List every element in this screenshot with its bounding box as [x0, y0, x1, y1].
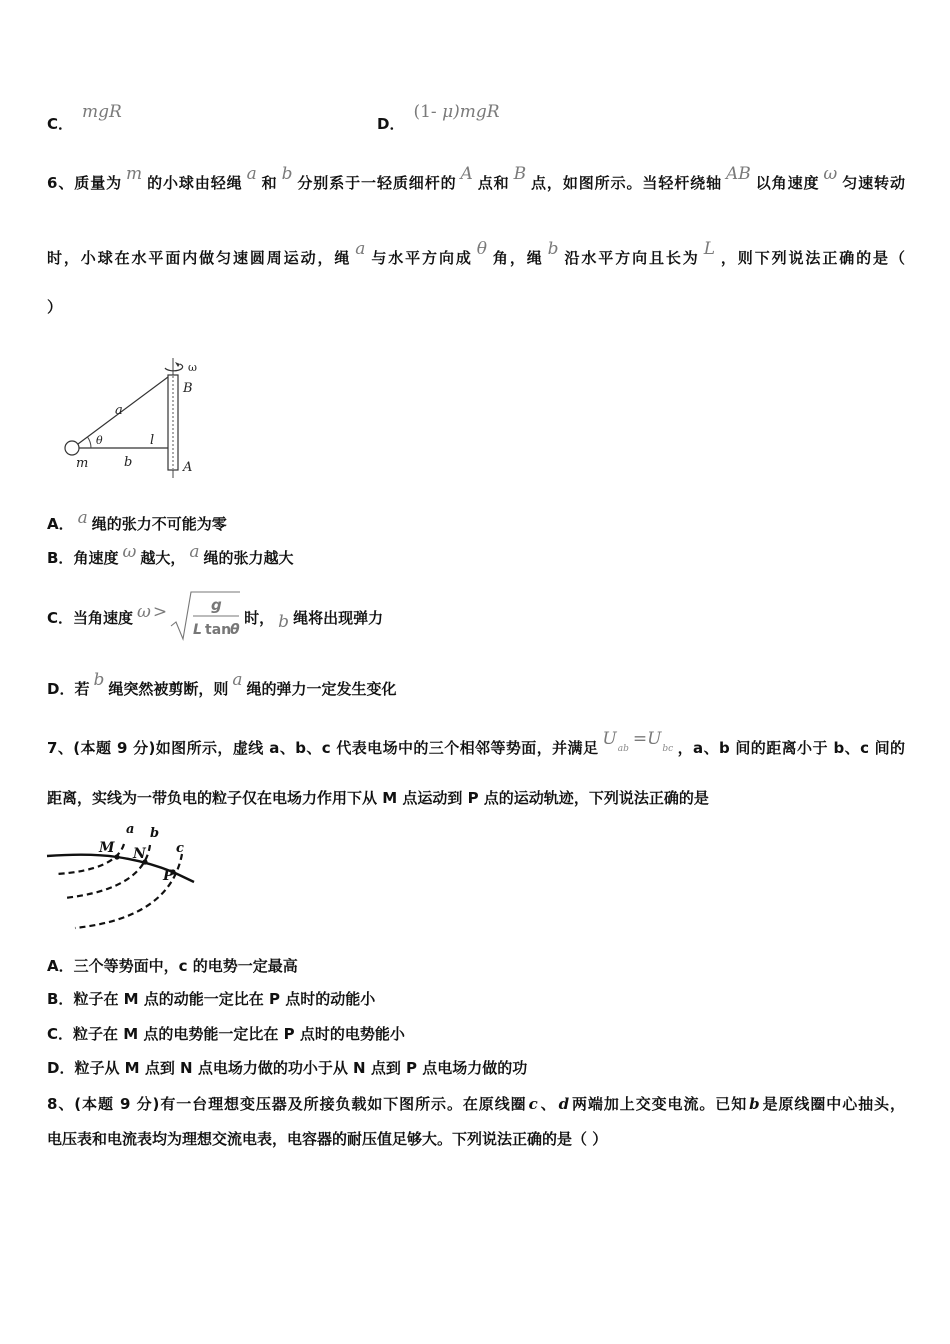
label-c: c	[176, 841, 184, 856]
var-b: b	[547, 239, 559, 259]
label-N: N	[133, 846, 146, 862]
q7-option-d	[47, 1058, 527, 1078]
equipotential-c	[75, 854, 182, 928]
q6-line-2	[47, 239, 905, 268]
var-m: m	[126, 164, 143, 184]
option-d-expression-rest: μ)mgR	[442, 102, 500, 122]
var-L: L	[703, 239, 715, 259]
q8-text: 8、(本题 9 分)有一台理想变压器及所接负载如下图所示。在原线圈	[47, 1095, 527, 1113]
q6-option-b	[47, 542, 294, 568]
option-label: B．	[47, 990, 74, 1008]
option-text: 越大，	[140, 549, 186, 567]
q6-figure-rotating-rod	[55, 355, 225, 480]
denominator-theta: θ	[230, 621, 240, 638]
var-a: a	[246, 164, 257, 184]
q6-line-1	[47, 164, 905, 193]
var-B: B	[513, 164, 527, 184]
q6-text: 6、质量为	[47, 174, 123, 192]
label-omega: ω	[188, 361, 197, 374]
var-theta: θ	[476, 239, 488, 259]
var-b: b	[278, 612, 290, 632]
denominator-tan: tan	[205, 621, 232, 638]
numerator-g: g	[211, 595, 222, 614]
q7-option-a	[47, 956, 298, 976]
var-a: a	[189, 542, 200, 562]
option-text: 角速度	[73, 549, 119, 567]
var-d: d	[558, 1095, 570, 1113]
option-label: A．	[47, 515, 74, 533]
option-label: D．	[47, 680, 75, 698]
var-a: a	[355, 239, 366, 259]
var-b: b	[93, 670, 105, 690]
option-text: 时，	[244, 609, 275, 627]
q6-text: 点和	[476, 174, 510, 192]
option-text: 绳的弹力一定发生变化	[246, 680, 397, 698]
option-label: C．	[47, 609, 74, 627]
label-A: A	[183, 460, 193, 475]
denominator-L: L	[193, 621, 203, 638]
var-b: b	[749, 1095, 760, 1113]
option-c-expression: mgR	[82, 102, 122, 122]
q6-option-a	[47, 508, 227, 534]
option-d-expression-open: (1-	[413, 102, 443, 122]
q7-text: ，a、b 间的距离小于 b、c 间的	[677, 739, 906, 757]
sqrt-expression	[169, 588, 241, 642]
option-label: C．	[47, 115, 74, 133]
var-omega: ω	[823, 164, 838, 184]
q7-text: 7、(本题 9 分)如图所示，虚线 a、b、c 代表电场中的三个相邻等势面，并满足	[47, 739, 599, 757]
q6-text: 点，如图所示。当轻杆绕轴	[530, 174, 723, 192]
q6-text: ，则下列说法正确的是（	[719, 249, 905, 267]
q6-option-d	[47, 670, 397, 699]
option-text: 三个等势面中，c 的电势一定最高	[73, 957, 298, 975]
q8-text: 是原线圈中心抽头，	[761, 1095, 905, 1113]
q7-figure-equipotential	[40, 818, 205, 936]
label-b: b	[150, 826, 160, 841]
rope-a	[78, 377, 168, 444]
q6-text: 和	[260, 174, 278, 192]
option-text: 绳的张力不可能为零	[91, 515, 227, 533]
q6-text: 与水平方向成	[369, 249, 473, 267]
rotation-arrow	[165, 364, 183, 371]
var-omega: ω	[137, 602, 151, 622]
option-label: D．	[377, 115, 405, 133]
var-a: a	[77, 508, 88, 528]
var-U: U	[602, 729, 617, 749]
q8-text: 电压表和电流表均为理想交流电表，电容器的耐压值足够大。下列说法正确的是（ ）	[47, 1130, 608, 1148]
q6-text: 沿水平方向且长为	[562, 249, 700, 267]
q6-text: 匀速转动	[841, 174, 905, 192]
q7-text: 距离，实线为一带负电的粒子仅在电场力作用下从 M 点运动到 P 点的运动轨迹，下列说法正确的是	[47, 789, 709, 807]
q7-line-1	[47, 729, 906, 761]
option-label: B．	[47, 549, 74, 567]
q6-text: 角，绳	[491, 249, 544, 267]
subscript-ab: ab	[617, 744, 629, 754]
q6-text: 时，小球在水平面内做匀速圆周运动，绳	[47, 249, 352, 267]
prev-option-d	[377, 102, 504, 134]
q8-line-1	[47, 1094, 905, 1114]
q8-text: 、	[539, 1095, 557, 1113]
q8-text: 两端加上交变电流。已知	[571, 1095, 748, 1113]
label-m: m	[76, 456, 89, 471]
q7-option-b	[47, 989, 375, 1009]
q6-text: 分别系于一轻质细杆的	[296, 174, 457, 192]
option-label: A．	[47, 957, 74, 975]
option-text: 粒子从 M 点到 N 点电场力做的功小于从 N 点到 P 点电场力做的功	[74, 1059, 528, 1077]
option-text: 绳的张力越大	[203, 549, 294, 567]
option-text: 若	[74, 680, 90, 698]
var-AB: AB	[726, 164, 751, 184]
option-text: 绳突然被剪断，则	[108, 680, 229, 698]
option-text: 绳将出现弹力	[293, 609, 384, 627]
label-P: P	[163, 868, 174, 884]
equals-U: =U	[632, 729, 662, 749]
var-A: A	[460, 164, 473, 184]
option-text: 粒子在 M 点的电势能一定比在 P 点时的电势能小	[73, 1025, 405, 1043]
prev-option-c	[47, 102, 126, 134]
option-label: D．	[47, 1059, 75, 1077]
option-label: C．	[47, 1025, 74, 1043]
q7-option-c	[47, 1024, 405, 1044]
q8-line-2	[47, 1129, 607, 1149]
angle-arc	[87, 437, 91, 448]
subscript-bc: bc	[662, 744, 674, 754]
label-B: B	[183, 381, 193, 396]
option-text: 当角速度	[73, 609, 134, 627]
label-a: a	[115, 403, 123, 418]
ball	[65, 441, 79, 455]
label-a: a	[126, 822, 135, 837]
label-M: M	[99, 840, 115, 856]
point-M	[114, 854, 119, 859]
var-a: a	[232, 670, 243, 690]
q7-line-2	[47, 788, 709, 808]
q6-text: 以角速度	[754, 174, 820, 192]
var-b: b	[281, 164, 293, 184]
rotation-arrow-head	[175, 362, 180, 367]
q6-option-c	[47, 595, 384, 638]
label-theta: θ	[96, 434, 103, 447]
var-omega: ω	[122, 542, 137, 562]
var-c: c	[528, 1095, 538, 1113]
label-l: l	[150, 433, 155, 448]
option-text: 粒子在 M 点的动能一定比在 P 点时的动能小	[73, 990, 376, 1008]
q6-text: ）	[47, 298, 63, 316]
label-b: b	[124, 455, 133, 470]
q6-line-3	[47, 297, 62, 317]
greater-than-sign: >	[152, 602, 168, 622]
q6-text: 的小球由轻绳	[146, 174, 243, 192]
